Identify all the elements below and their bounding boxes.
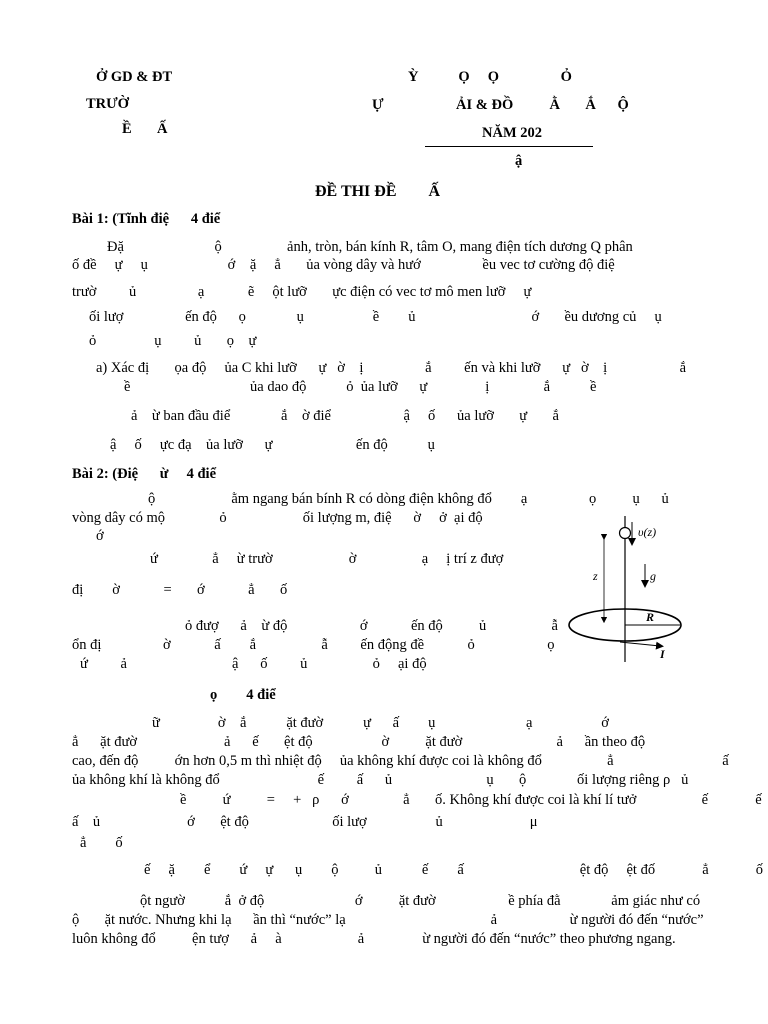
bai3-line: ột ngườ ắ ở độ ớ ặt đườ ề phía đằ ảm giác như có [140, 893, 701, 909]
bai1-line: ố đề ự ụ ớ ặ ẳ ủa vòng dây và hướ ều vec tơ cường độ điệ [72, 257, 615, 273]
bai2-line: đị ờ = ớ ẳ ố [72, 582, 288, 598]
header-right-2: Ự ẢI & ĐỒ Ằ Ắ Ộ [372, 97, 629, 113]
radius-label: R [646, 610, 655, 624]
header-left-2: TRƯỜ [86, 96, 129, 112]
current-arrow [620, 642, 660, 646]
bai2-line: vòng dây có mộ ỏ ối lượng m, điệ ờ ở ại độ [72, 510, 483, 526]
bai3-line: cao, đến độ ớn hơn 0,5 m thì nhiệt độ ủa không khí được coi là không đổ ẳ ấ [72, 753, 729, 769]
header-left-3: Ề Ấ [122, 121, 168, 137]
bai3-line: ấ ủ ớ ệt độ ối lượ ủ μ [72, 814, 538, 830]
bai3-line: ế ặ ể ứ ự ụ ộ ủ ế ấ ệt độ ệt đố ẳ ố [144, 862, 764, 878]
bai1-line: ối lượ ến độ ọ ụ ề ủ ớ ều dương củ ụ [89, 309, 662, 325]
bai3-line: ộ ặt nước. Nhưng khi lạ ần thì “nước” lạ ả ừ người đó đến “nước” [72, 912, 704, 928]
bai2-line: ứ ẳ ừ trườ ờ ạ ị trí z đượ [150, 551, 504, 567]
bai2-line: ỏ đượ ả ừ độ ớ ến độ ủ ẫ [185, 618, 558, 634]
bai1-line: ả ừ ban đầu điể ắ ờ điể ậ ố ủa lưỡ ự ắ [131, 408, 559, 424]
bai2-line: ổn đị ờ ấ ắ ẫ ến động đề ỏ ọ [72, 637, 555, 653]
header-divider [425, 146, 593, 147]
header-year: NĂM 202 [482, 125, 543, 141]
bai1-line: Đặ ộ ảnh, tròn, bán kính R, tâm O, mang điện tích dương Q phân [107, 239, 633, 255]
bai3-line: ề ứ = + ρ ớ ẳ ố. Không khí được coi là khí lí tưở ế ế [180, 792, 762, 808]
bai3-line: ẳ ố [80, 835, 123, 851]
page-title: ĐỀ THI ĐỀ Ấ [315, 183, 441, 200]
bai2-line: ộ ằm ngang bán bính R có dòng điện không đổ ạ ọ ụ ủ [148, 491, 669, 507]
current-label: I [660, 647, 665, 661]
bai2-line: ứ ả ậ ố ủ ỏ ại độ [80, 656, 427, 672]
ring-figure [560, 512, 760, 662]
bai1-line: ỏ ụ ủ ọ ự [89, 333, 257, 349]
gravity-label: g [650, 569, 656, 583]
header-right-1: Ỳ Ọ Ọ Ỏ [408, 69, 572, 85]
bai3-line: ữ ờ ắ ặt đườ ự ấ ụ ạ ớ [152, 715, 609, 731]
header-sub: ậ [515, 153, 523, 169]
bai3-heading: ọ 4 điể [210, 687, 276, 703]
bai1-line: a) Xác đị ọa độ ủa C khi lưỡ ự ờ ị ắ ến và khi lưỡ ự ờ ị ắ [96, 360, 687, 376]
bai2-line: ớ [96, 528, 104, 544]
bai1-line: ậ ố ực đạ ủa lưỡ ự ến độ ụ [110, 437, 435, 453]
bai2-heading: Bài 2: (Điệ ừ 4 điể [72, 466, 217, 482]
bai3-line: ẳ ặt đườ ả ế ệt độ ờ ặt đườ ả ần theo độ [72, 734, 646, 750]
header-left-1: Ở GD & ĐT [96, 69, 173, 85]
bai3-line: luôn không đổ ện tượ ả à ả ừ người đó đến “nước” theo phương ngang. [72, 931, 676, 947]
height-label: z [593, 569, 598, 583]
charged-ball [620, 528, 631, 539]
velocity-label: υ(z) [638, 525, 657, 539]
bai1-line: ề ủa dao độ ỏ ủa lưỡ ự ị ắ ề [124, 379, 597, 395]
bai3-line: ủa không khí là không đổ ế ấ ủ ụ ộ ối lượng riêng ρ ủ [72, 772, 689, 788]
bai1-line: trườ ủ ạ ẽ ột lưỡ ực điện có vec tơ mô men lưỡ ự [72, 284, 532, 300]
bai1-heading: Bài 1: (Tĩnh điệ 4 điể [72, 211, 221, 227]
